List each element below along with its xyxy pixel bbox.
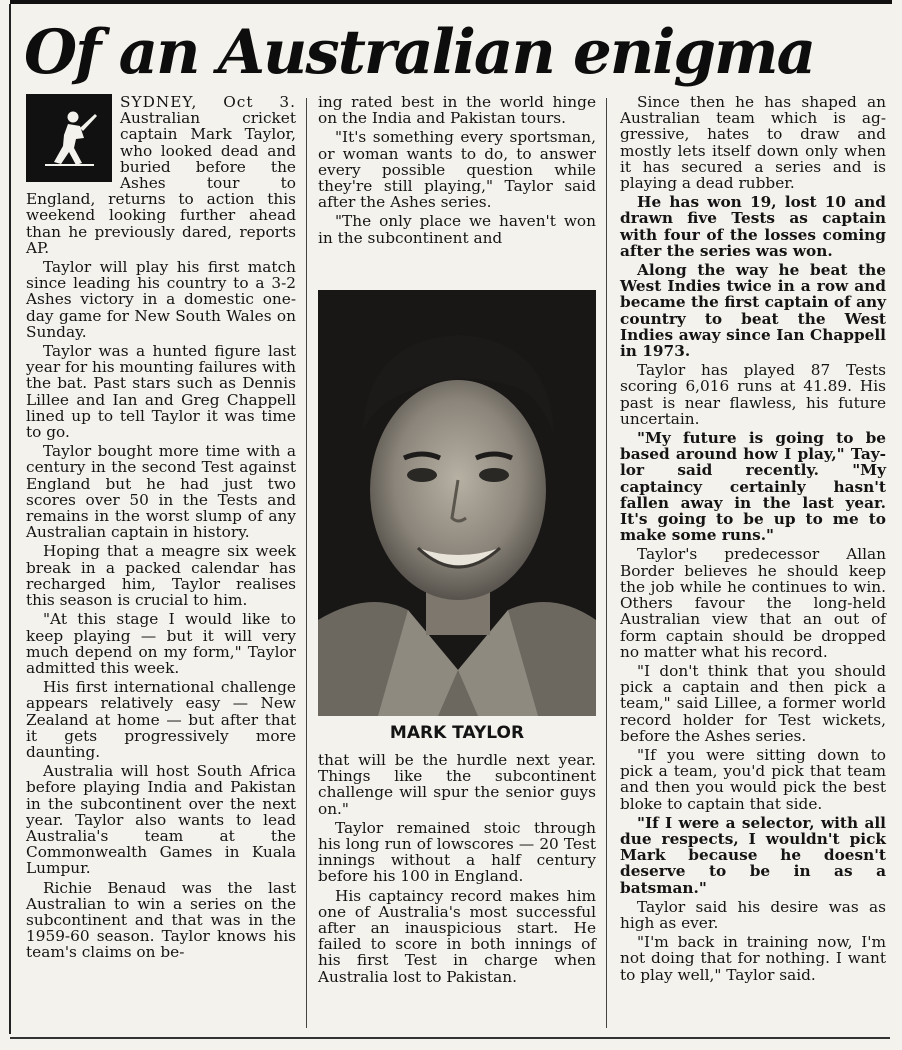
photo-caption: MARK TAYLOR	[389, 723, 525, 743]
article-paragraph: "If you were sitting down to pick a team, you'd pick that team and then you would pick the best bloke to captain that side.	[620, 745, 886, 813]
column-rule-1	[306, 98, 307, 1028]
top-border	[10, 0, 892, 4]
article-paragraph: Australia will host South Africa before playing India and Pakistan in the subcontinent over the next year. Taylor also wants to lead Australia's team at the Commonwealth Games in Kuala Lumpur.	[26, 762, 296, 878]
article-paragraph: Taylor bought more time with a century in the second Test against England but he had just two scores over 50 in the Tests and remains in the worst slump of any Australian captain in history.	[26, 442, 296, 542]
article-paragraph: that will be the hurdle next year. Things like the subcontinent challenge will spur the senior guys on."	[318, 751, 596, 818]
article-paragraph: "At this stage I would like to keep playing — but it will very much depend on my form," Taylor admitted this week.	[26, 610, 296, 677]
article-paragraph: Taylor remained stoic through his long run of lowscores — 20 Test innings without a half century before his 100 in England.	[318, 818, 596, 886]
mark-taylor-photo	[318, 290, 596, 716]
article-paragraph: Hoping that a meagre six week break in a packed calendar has recharged him, Taylor realises this season is crucial to him.	[26, 542, 296, 610]
article-paragraph: Taylor will play his first match since leading his country to a 3-2 Ashes victory in a domestic one-day game for New South Wales on Sunday.	[26, 258, 296, 341]
article-paragraph: His first international challenge appears relatively easy — New Zealand at home — but after that it gets progressively more daunting.	[26, 678, 296, 761]
article-paragraph: "I don't think that you should pick a captain and then pick a team," said Lillee, a former world record holder for Test wickets, before the Ashes series.	[620, 661, 886, 745]
article-column-3	[620, 94, 886, 986]
article-paragraph: "I'm back in training now, I'm not doing that for nothing. I want to play well," Taylor said.	[620, 933, 886, 984]
article-column-2-top	[318, 94, 596, 249]
article-paragraph: "The only place we haven't won in the subcontinent and	[318, 212, 596, 247]
left-border	[9, 4, 11, 1034]
article-paragraph: Taylor has played 87 Tests scoring 6,016 runs at 41.89. His past is near flawless, his future uncertain.	[620, 361, 886, 428]
article-paragraph: Along the way he beat the West Indies twice in a row and became the first captain of any country to beat the West Indies away since Ian Chappell in 1973.	[620, 261, 886, 361]
bottom-border	[10, 1037, 890, 1039]
article-paragraph: Richie Benaud was the last Australian to win a series on the subcontinent and that was in the 1959-60 season. Taylor knows his team's claims on be-	[26, 878, 296, 962]
article-column-2-bottom	[318, 752, 596, 988]
dateline: SYDNEY, Oct 3.	[120, 93, 296, 111]
article-paragraph: "If I were a selector, with all due respects, I wouldn't pick Mark because he doesn't deserve to be in as a batsman."	[620, 813, 886, 897]
headline: Of an Australian enigma	[24, 17, 815, 88]
article-paragraph: ing rated best in the world hinge on the India and Pakistan tours.	[318, 93, 596, 128]
article-paragraph: Taylor said his desire was as high as ever.	[620, 897, 886, 932]
cricket-batsman-icon	[26, 94, 112, 182]
article-paragraph: "My future is going to be based around how I play," Taylor said recently. "My captaincy certainly hasn't fallen away in the last year. It's going to be up to me to make some runs."	[620, 429, 886, 545]
article-paragraph: Taylor's predecessor Allan Border believes he should keep the job while he continues to win. Others favour the long-held Australian view that an out of form captain should be dropped no matter what his record.	[620, 545, 886, 661]
article-paragraph: He has won 19, lost 10 and drawn five Tests as captain with four of the losses coming after the series was won.	[620, 193, 886, 260]
article-paragraph: His captaincy record makes him one of Australia's most successful after an inauspicious start. He failed to score in both innings of his first Test in charge when Australia lost to Pakistan.	[318, 886, 596, 986]
paragraph-text: Australian cricket captain Mark Taylor, who looked dead and buried before the Ashes tour to England, returns to action this weekend looking further ahead than he previously dared, reports AP.	[26, 109, 296, 257]
article-paragraph: "It's something every sportsman, or woman wants to do, to answer every possible question while they're still playing," Taylor said after the Ashes series.	[318, 128, 596, 212]
column-rule-2	[606, 98, 607, 1028]
article-column-1	[26, 94, 296, 964]
article-paragraph: Since then he has shaped an Australian team which is aggressive, hates to draw and mostly lets itself down only when it has secured a series and is playing a dead rubber.	[620, 93, 886, 193]
article-paragraph: Taylor was a hunted figure last year for his mounting failures with the bat. Past stars such as Dennis Lillee and Ian and Greg Chappell lined up to tell Taylor it was time to go.	[26, 342, 296, 442]
